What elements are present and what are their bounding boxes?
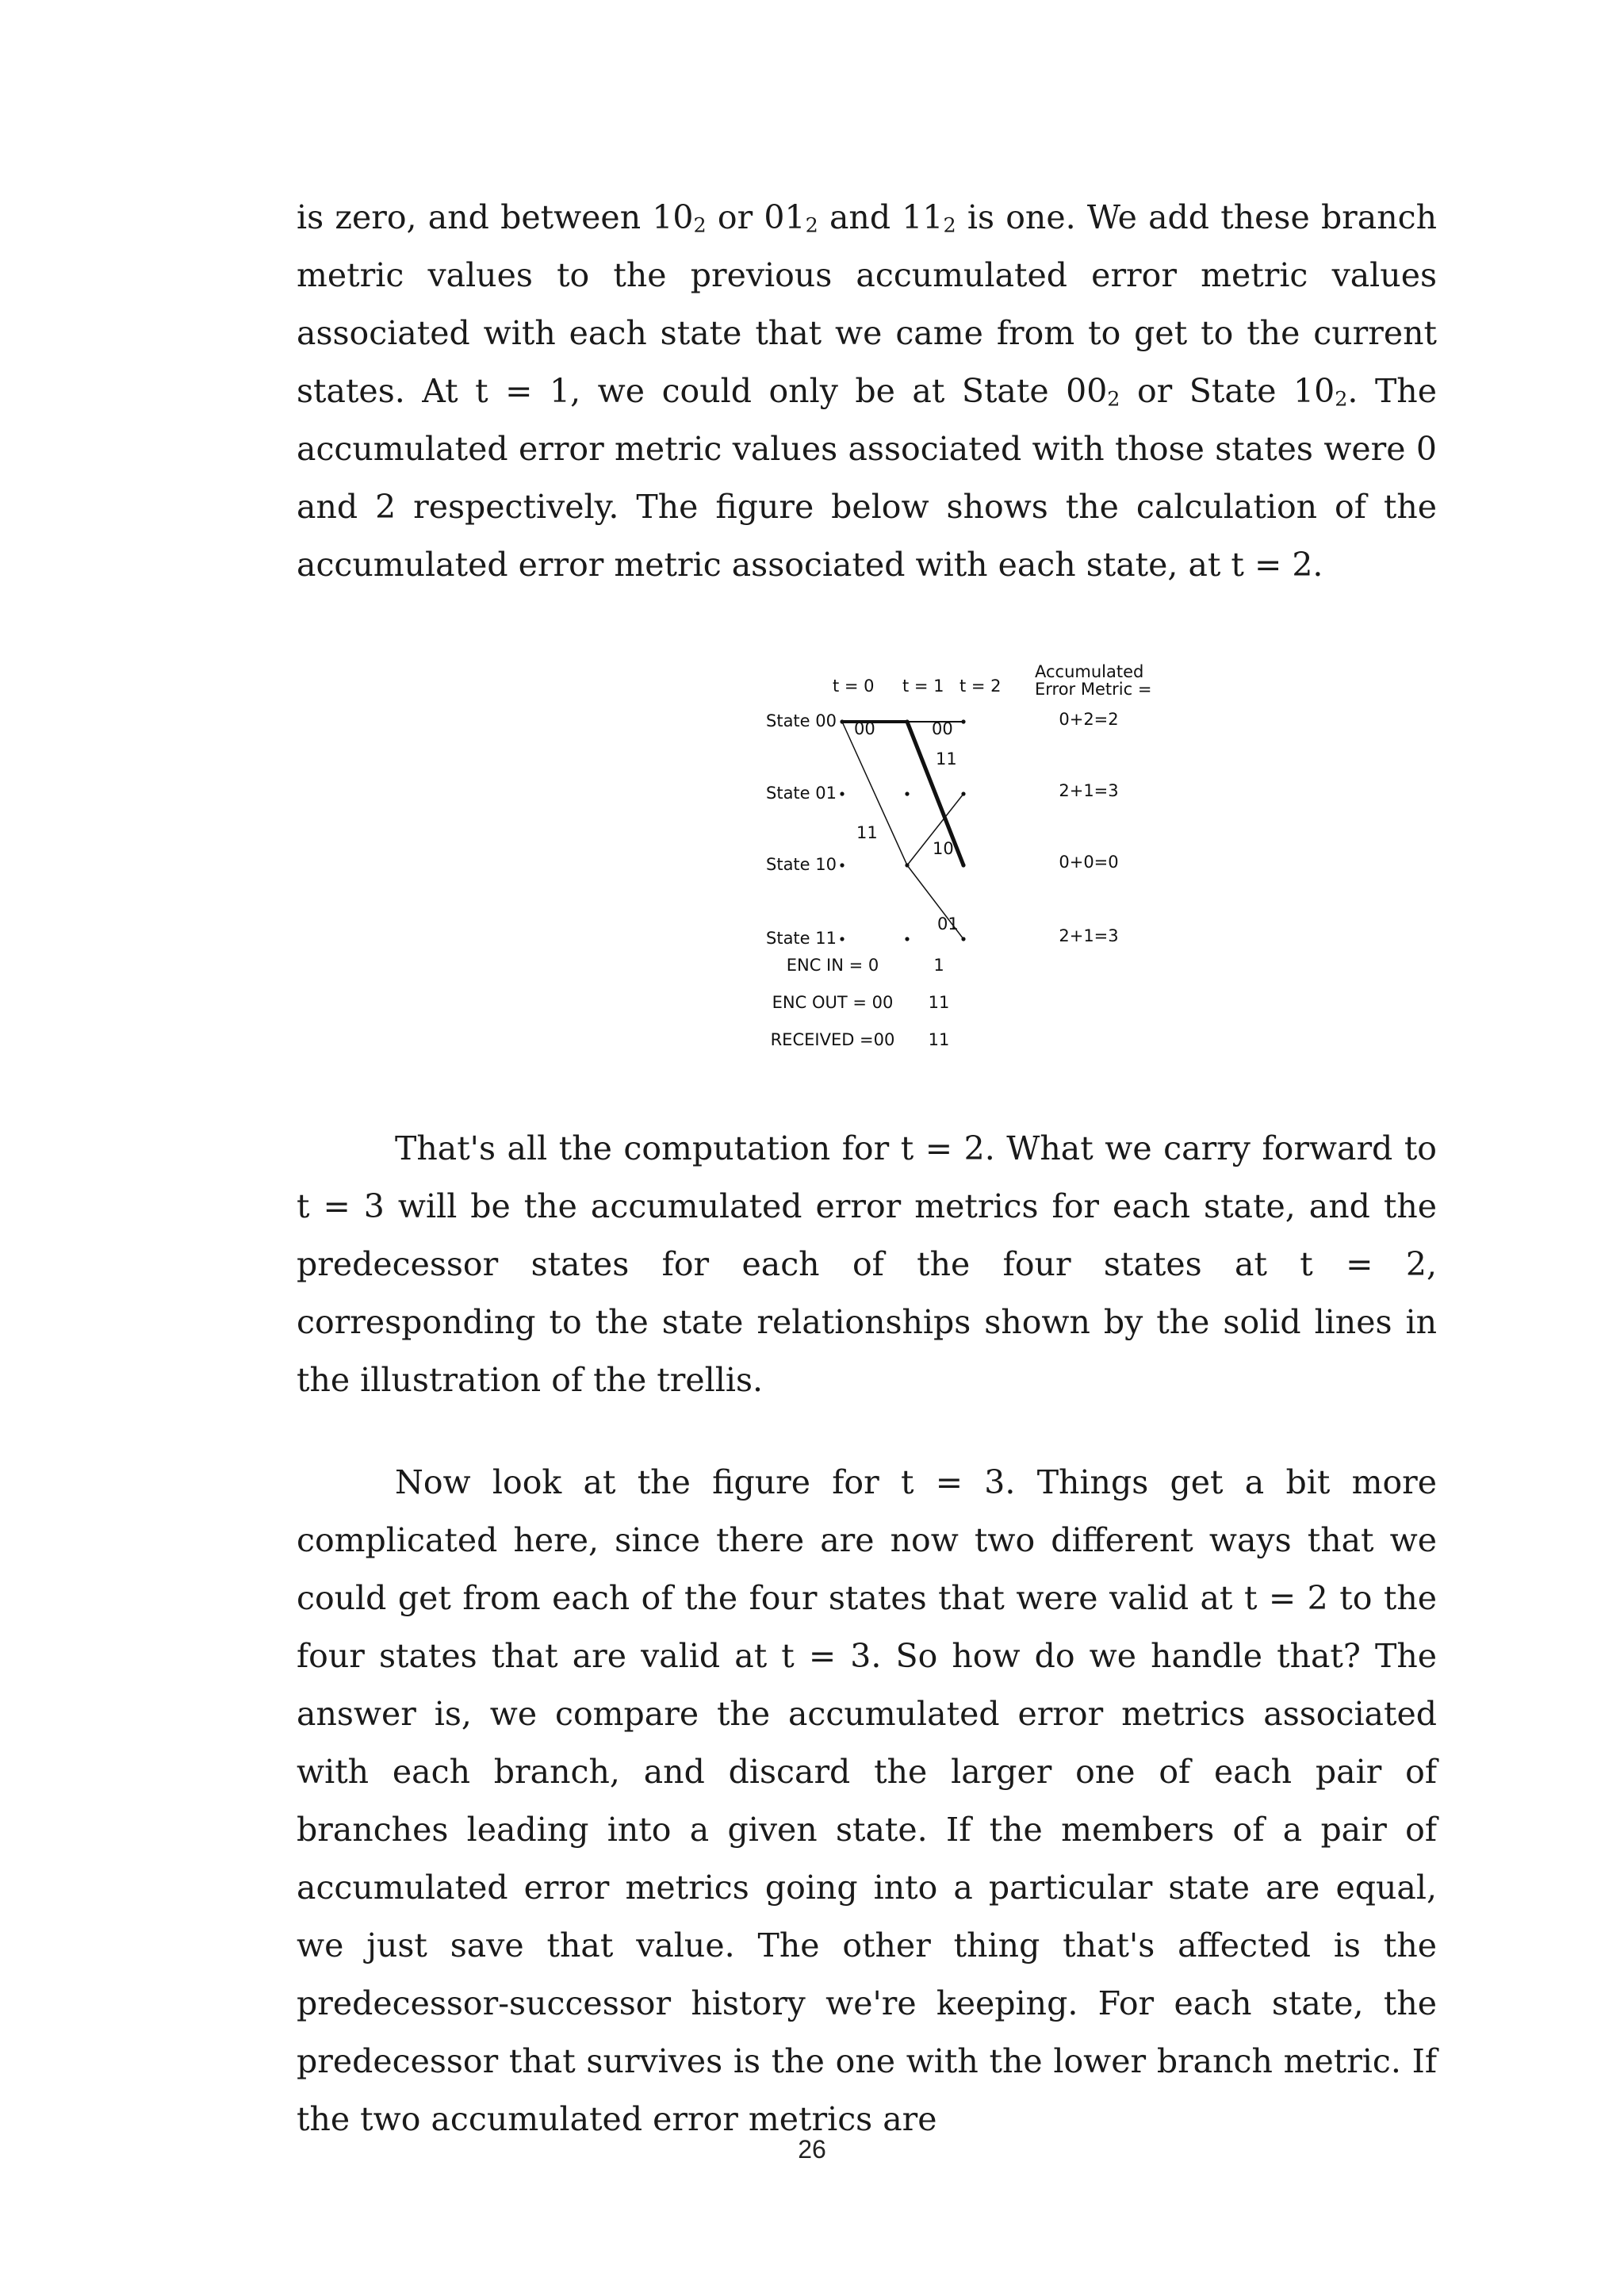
row-enc-in-value: 1 <box>933 956 944 975</box>
state-label-11: State 11 <box>766 929 837 948</box>
metric-state-11: 2+1=3 <box>1059 926 1119 945</box>
metric-header-line2: Error Metric = <box>1035 680 1152 699</box>
metric-header-line1: Accumulated <box>1035 662 1144 681</box>
node-s01-t1 <box>905 792 909 795</box>
paragraph-2: That's all the computation for t = 2. What we carry forward to t = 3 will be the accumulated error metrics for each state, and the predecessor states for each of the four states at t = 2, corresponding to the state relationships shown by the solid lines in the illustration of the trellis. <box>297 1129 1437 1399</box>
page-number: 26 <box>798 2135 826 2164</box>
state-label-10: State 10 <box>766 855 837 874</box>
node-s10-t0 <box>840 863 844 867</box>
state-label-00: State 00 <box>766 711 837 730</box>
subscript: 2 <box>943 213 956 237</box>
text-run: . The accumulated error metric values associated with those states were 0 and 2 respectively. The figure below shows the calculation of the accumulated error metric associated with each state, at t = 2. <box>297 372 1437 584</box>
subscript: 2 <box>1107 386 1120 411</box>
text-run: is zero, and between 10 <box>297 198 694 236</box>
subscript: 2 <box>805 213 818 237</box>
branch-label-01-t1: 01 <box>937 914 959 933</box>
row-enc-out-label: ENC OUT = 00 <box>772 993 894 1012</box>
row-received-label: RECEIVED =00 <box>770 1030 895 1049</box>
branch-s00-s10-t0 <box>842 722 907 865</box>
time-label-t1: t = 1 <box>902 677 944 696</box>
metric-state-01: 2+1=3 <box>1059 781 1119 800</box>
trellis-figure <box>737 650 1197 1063</box>
paragraph-1 <box>297 189 1437 594</box>
node-s01-t0 <box>840 792 844 795</box>
branch-label-11-t0: 11 <box>856 823 878 842</box>
subscript: 2 <box>693 213 707 237</box>
row-received-value: 11 <box>928 1030 950 1049</box>
row-enc-out-value: 11 <box>928 993 950 1012</box>
paragraph-3: Now look at the figure for t = 3. Things get a bit more complicated here, since there are now two different ways that we could get from each of the four states that were valid at t = 2 to the four states that are valid at t = 3. So how do we handle that? The answer is, we compare the accumulated error metrics associated with each branch, and discard the larger one of each pair of branches leading into a given state. If the members of a pair of accumulated error metrics going into a particular state are equal, we just save that value. The other thing that's affected is the predecessor-successor history we're keeping. For each state, the predecessor that survives is the one with the lower branch metric. If the two accumulated error metrics are <box>297 1463 1437 2138</box>
branch-label-10-t1: 10 <box>933 839 954 858</box>
text-run: or State 10 <box>1120 372 1335 410</box>
text-run: and 11 <box>818 198 944 236</box>
text-run: is one. We add these branch metric values to the previous accumulated error metric values associated with each state that we came from to get to the current states. At t = 1, we could only be at State 00 <box>297 198 1438 410</box>
branch-label-11-t1: 11 <box>936 749 957 769</box>
text-run: or 01 <box>706 198 806 236</box>
branch-label-00-t1: 00 <box>932 719 953 738</box>
metric-state-10: 0+0=0 <box>1059 853 1119 872</box>
node-s11-t1 <box>905 937 909 941</box>
node-s11-t0 <box>840 937 844 941</box>
row-enc-in-label: ENC IN = 0 <box>786 956 879 975</box>
subscript: 2 <box>1335 386 1348 411</box>
time-label-t0: t = 0 <box>833 677 875 696</box>
state-label-01: State 01 <box>766 784 837 803</box>
metric-state-00: 0+2=2 <box>1059 710 1119 729</box>
branch-label-00-t0: 00 <box>854 719 875 738</box>
time-label-t2: t = 2 <box>959 677 1002 696</box>
